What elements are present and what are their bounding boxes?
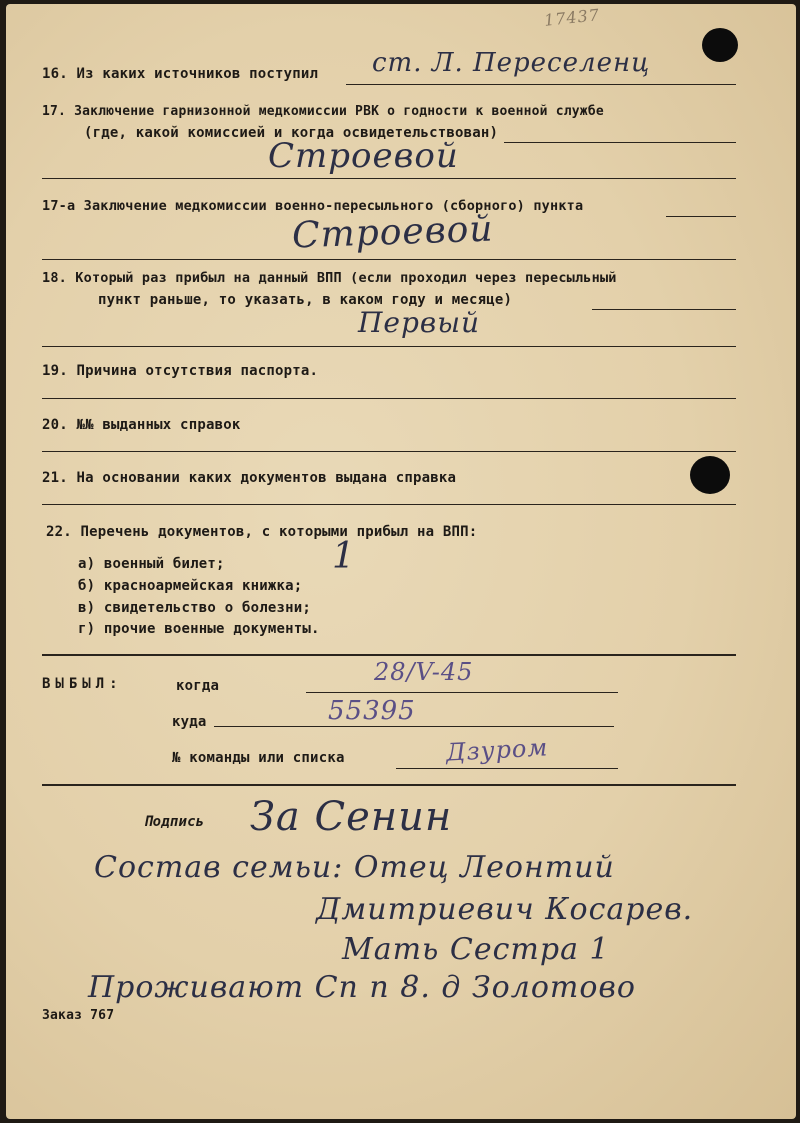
departure-where-label: куда [172, 714, 207, 730]
departure-when-line [306, 692, 618, 693]
signature-handwritten: За Сенин [250, 794, 453, 840]
item-22-a: а) военный билет; [78, 556, 225, 572]
departure-team-label: № команды или списка [172, 750, 345, 766]
item-17-label-line1: 17. Заключение гарнизонной медкомиссии РВК о годности к военной службе [42, 104, 604, 119]
arrival-count-handwritten: Первый [358, 306, 481, 339]
punch-hole-middle [690, 456, 730, 494]
departure-when-handwritten: 28/V-45 [374, 658, 474, 686]
item-16-line [346, 84, 736, 85]
item-22-line [42, 654, 736, 656]
item-17-label-line2: (где, какой комиссией и когда освидетельствован) [84, 125, 499, 141]
family-line-4: Проживают Сп п 8. д Золотово [88, 970, 636, 1005]
departure-where-line [214, 726, 614, 727]
item-19-line [42, 398, 736, 399]
item-21-label: 21. На основании каких документов выдана справка [42, 470, 457, 486]
item-19-label: 19. Причина отсутствия паспорта. [42, 363, 319, 379]
item-17a-label: 17-а Заключение медкомиссии военно-пересыльного (сборного) пункта [42, 198, 584, 214]
item-17a-line-a [666, 216, 736, 217]
signature-label: Подпись [144, 814, 205, 830]
item-17a-line-b [42, 259, 736, 260]
punch-hole-top [702, 28, 738, 62]
family-line-3: Мать Сестра 1 [342, 932, 610, 967]
item-22-c: в) свидетельство о болезни; [78, 600, 311, 616]
item-18-line-a [592, 309, 736, 310]
item-18-line-b [42, 346, 736, 347]
order-number: Заказ 767 [42, 1008, 115, 1023]
item-20-line [42, 451, 736, 452]
item-22-b: б) красноармейская книжка; [78, 578, 303, 594]
item-18-label-line1: 18. Который раз прибыл на данный ВПП (если проходил через пересыльный [42, 270, 617, 286]
item-22-d: г) прочие военные документы. [78, 621, 320, 637]
item-17-line-a [504, 142, 736, 143]
family-line-1: Состав семьи: Отец Леонтий [94, 850, 615, 885]
departure-label: ВЫБЫЛ: [42, 676, 123, 692]
corner-number: 17437 [543, 5, 601, 30]
departure-bottom-line [42, 784, 736, 786]
departure-team-line [396, 768, 618, 769]
item-20-label: 20. №№ выданных справок [42, 417, 241, 433]
military-id-count-handwritten: 1 [332, 536, 356, 577]
departure-when-label: когда [176, 678, 220, 694]
fitness-vpp-handwritten: Строевой [291, 208, 495, 257]
item-17-line-b [42, 178, 736, 179]
item-21-line [42, 504, 736, 505]
departure-where-handwritten: 55395 [328, 696, 416, 726]
departure-team-handwritten: Дзуром [445, 733, 549, 767]
item-18-label-line2: пункт раньше, то указать, в каком году и месяце) [98, 292, 513, 308]
item-22-label: 22. Перечень документов, с которыми прибыл на ВПП: [46, 524, 478, 540]
fitness-rvk-handwritten: Строевой [268, 136, 459, 176]
source-handwritten: ст. Л. Переселенц [372, 48, 651, 78]
document-sheet [6, 4, 796, 1119]
item-16-label: 16. Из каких источников поступил [42, 66, 319, 82]
family-line-2: Дмитриевич Косарев. [316, 892, 694, 927]
